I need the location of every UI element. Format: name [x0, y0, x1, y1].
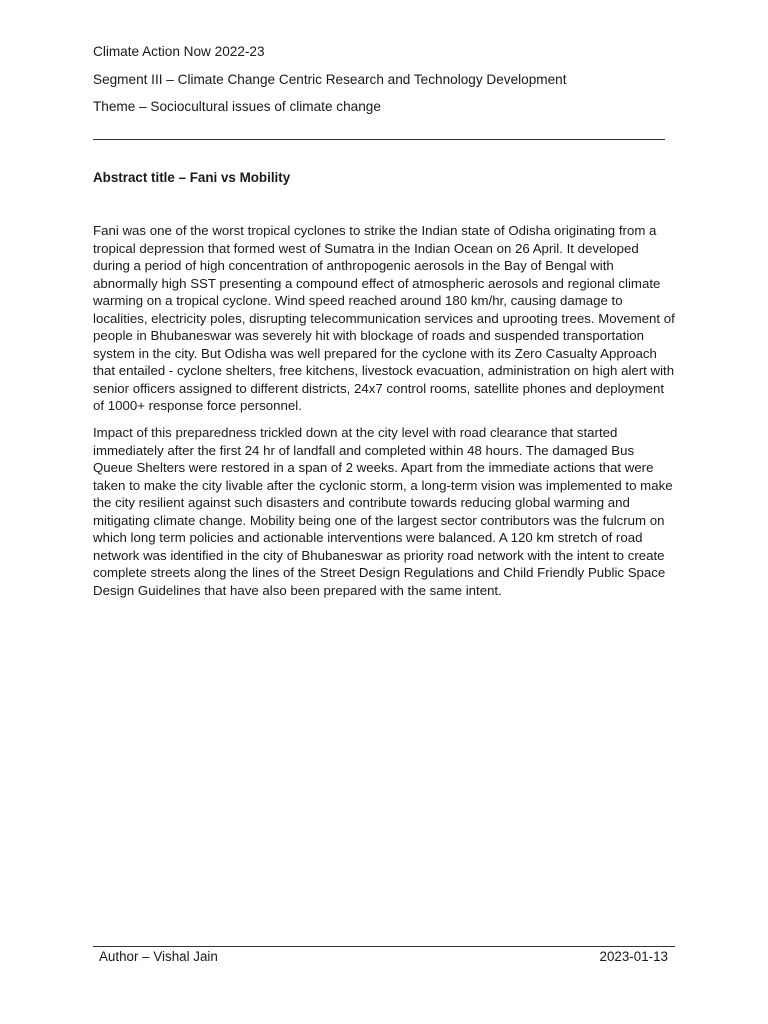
author-credit: Author – Vishal Jain [99, 949, 218, 964]
abstract-paragraph-2: Impact of this preparedness trickled down at the city level with road clearance that started immediately after the first 24 hr of landfall and completed within 48 hours. The damaged Bus Queue Shelters were restored in a span of 2 weeks. Apart from the immediate actions that were taken to make the city livable after the cyclonic storm, a long-term vision was implemented to make the city resilient against such disasters and contribute towards reducing global warming and mitigating climate change. Mobility being one of the largest sector contributors was the fulcrum on which long term policies and actionable interventions were balanced. A 120 km stretch of road network was identified in the city of Bhubaneswar as priority road network with the intent to create complete streets along the lines of the Street Design Regulations and Child Friendly Public Space Design Guidelines that have also been prepared with the same intent. [93, 425, 673, 598]
program-name: Climate Action Now 2022-23 [93, 44, 265, 59]
theme-line: Theme – Sociocultural issues of climate change [93, 99, 381, 114]
segment-line: Segment III – Climate Change Centric Research and Technology Development [93, 72, 567, 87]
footer-divider [93, 946, 675, 947]
abstract-paragraph-1: Fani was one of the worst tropical cyclones to strike the Indian state of Odisha originating from a tropical depression that formed west of Sumatra in the Indian Ocean on 26 April. It developed during a period of high concentration of anthropogenic aerosols in the Bay of Bengal with abnormally high SST presenting a compound effect of atmospheric aerosols and regional climate warming on a tropical cyclone. Wind speed reached around 180 km/hr, causing damage to localities, electricity poles, disrupting telecommunication services and uprooting trees. Movement of people in Bhubaneswar was severely hit with blockage of roads and suspended transportation system in the city. But Odisha was well prepared for the cyclone with its Zero Casualty Approach that entailed - cyclone shelters, free kitchens, livestock evacuation, administration on high alert with senior officers assigned to different districts, 24x7 control rooms, satellite phones and deployment of 1000+ response force personnel. [93, 223, 675, 414]
header-divider [93, 139, 665, 140]
abstract-body [93, 222, 675, 608]
document-date: 2023-01-13 [599, 949, 668, 964]
abstract-title: Abstract title – Fani vs Mobility [93, 170, 291, 185]
